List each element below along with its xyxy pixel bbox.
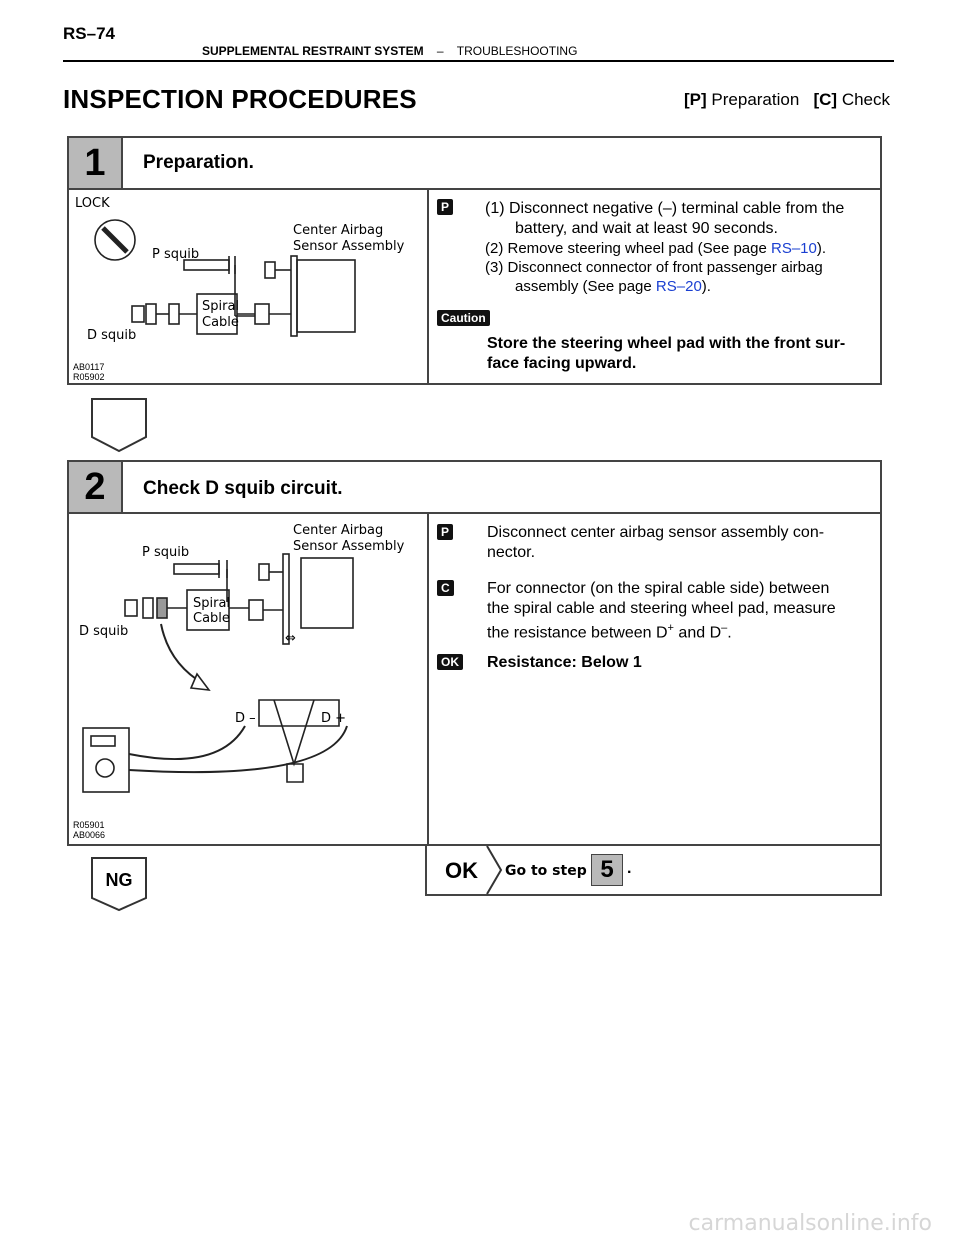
ok-label: OK — [445, 858, 478, 883]
step2-c-sup2: – — [721, 622, 728, 634]
step2-divider — [427, 514, 429, 844]
step1-center-airbag-label: Center Airbag — [293, 223, 384, 238]
step1-caution-tag: Caution — [437, 310, 490, 326]
step1-code1: AB0117 — [73, 362, 105, 372]
step2-c-text-a: For connector (on the spiral cable side) between — [487, 580, 830, 597]
step2-code1: R05901 — [73, 820, 105, 830]
ok-goto-box — [425, 844, 882, 896]
ng-label: NG — [105, 870, 133, 890]
step2-p-squib-label: P squib — [142, 545, 190, 560]
step2-title: Check D squib circuit. — [143, 478, 343, 499]
step2-body — [67, 512, 882, 846]
legend-p-label: Preparation — [711, 90, 800, 109]
step2-code2: AB0066 — [73, 830, 106, 840]
step2-d-squib-label: D squib — [79, 624, 129, 639]
step1-line3-link[interactable]: RS–20 — [655, 278, 702, 295]
step1-cable-label: Cable — [202, 315, 239, 330]
step2-c-text-c1: the resistance between D — [487, 624, 668, 642]
step1-body — [67, 188, 882, 385]
step2-c-tag: C — [437, 580, 454, 596]
step2-d-minus-label: D – — [235, 711, 256, 726]
step1-caution-a: Store the steering wheel pad with the front sur- — [487, 335, 846, 352]
step1-line2b: ). — [816, 240, 827, 257]
step2-c-text-b: the spiral cable and steering wheel pad, measure — [487, 600, 836, 617]
step1-code2: R05902 — [73, 372, 105, 382]
flow-arrow-svg — [90, 397, 150, 453]
page-title: INSPECTION PROCEDURES — [63, 84, 417, 114]
watermark: carmanualsonline.info — [688, 1211, 932, 1236]
step1-header — [67, 136, 882, 190]
step1-d-squib-label: D squib — [87, 328, 137, 343]
step2-c-text-e: . — [727, 624, 732, 642]
legend-p-key: [P] — [684, 90, 707, 109]
step1-line2 — [485, 238, 826, 259]
step1-title: Preparation. — [143, 152, 254, 173]
legend — [684, 90, 890, 110]
step2-cable-label: Cable — [193, 611, 230, 626]
ng-marker — [90, 856, 150, 917]
goto-step-number[interactable]: 5 — [591, 854, 623, 886]
step1-line3c: ). — [701, 278, 711, 295]
running-header — [202, 44, 577, 58]
running-title: SUPPLEMENTAL RESTRAINT SYSTEM — [202, 44, 424, 58]
step2-sensor-assembly-label: Sensor Assembly — [293, 539, 405, 554]
running-section: TROUBLESHOOTING — [456, 44, 578, 58]
step2-double-arrow: ⇔ — [285, 631, 296, 646]
step1-line1b: battery, and wait at least 90 seconds. — [515, 220, 778, 237]
step1-sensor-assembly-label: Sensor Assembly — [293, 239, 405, 254]
step2-center-airbag-label: Center Airbag — [293, 523, 384, 538]
ok-chevron-icon — [485, 846, 505, 896]
page-number: RS–74 — [63, 24, 115, 43]
flow-arrow-1 — [90, 397, 150, 458]
step1-p-tag: P — [437, 199, 453, 215]
step2-c-sup1: + — [667, 622, 674, 634]
step2-header — [67, 460, 882, 514]
step2-number: 2 — [69, 462, 123, 512]
step1-line3b: assembly (See page — [515, 278, 656, 295]
step2-diagram-svg — [69, 514, 427, 844]
goto-text: Go to step — [505, 863, 587, 879]
legend-c-label: Check — [841, 90, 890, 109]
legend-c-key: [C] — [813, 90, 838, 109]
step1-p-squib-label: P squib — [152, 247, 200, 262]
step1-line2-link[interactable]: RS–10 — [771, 240, 817, 257]
step2-p-tag: P — [437, 524, 453, 540]
step2-c-text-d: and D — [673, 624, 722, 642]
step2-spiral-label: Spiral — [193, 596, 231, 611]
step1-line1a: (1) Disconnect negative (–) terminal cable from the — [485, 200, 845, 217]
step1-line3 — [515, 276, 711, 297]
goto-end: . — [627, 860, 632, 877]
step2-diagram — [69, 514, 427, 844]
step1-spiral-label: Spiral — [202, 299, 240, 314]
step2-c-text-c — [487, 618, 732, 643]
step1-number: 1 — [69, 138, 123, 188]
running-sep: – — [436, 44, 444, 58]
step1-divider — [427, 190, 429, 383]
step2-p-text-a: Disconnect center airbag sensor assembly con- — [487, 524, 825, 541]
step1-diagram-svg — [69, 190, 427, 383]
step1-caution-b: face facing upward. — [487, 355, 637, 372]
step2-d-plus-label: D + — [321, 711, 347, 726]
step1-lock-label: LOCK — [75, 196, 110, 211]
step2-resistance: Resistance: Below 1 — [487, 654, 642, 671]
ng-marker-svg — [90, 856, 150, 912]
step2-ok-tag: OK — [437, 654, 463, 670]
step2-p-text-b: nector. — [487, 544, 536, 561]
header-rule — [63, 60, 894, 62]
step1-line3a: (3) Disconnect connector of front passenger airbag — [485, 259, 823, 276]
step1-diagram — [69, 190, 427, 383]
step1-line2a: (2) Remove steering wheel pad (See page — [485, 240, 771, 257]
